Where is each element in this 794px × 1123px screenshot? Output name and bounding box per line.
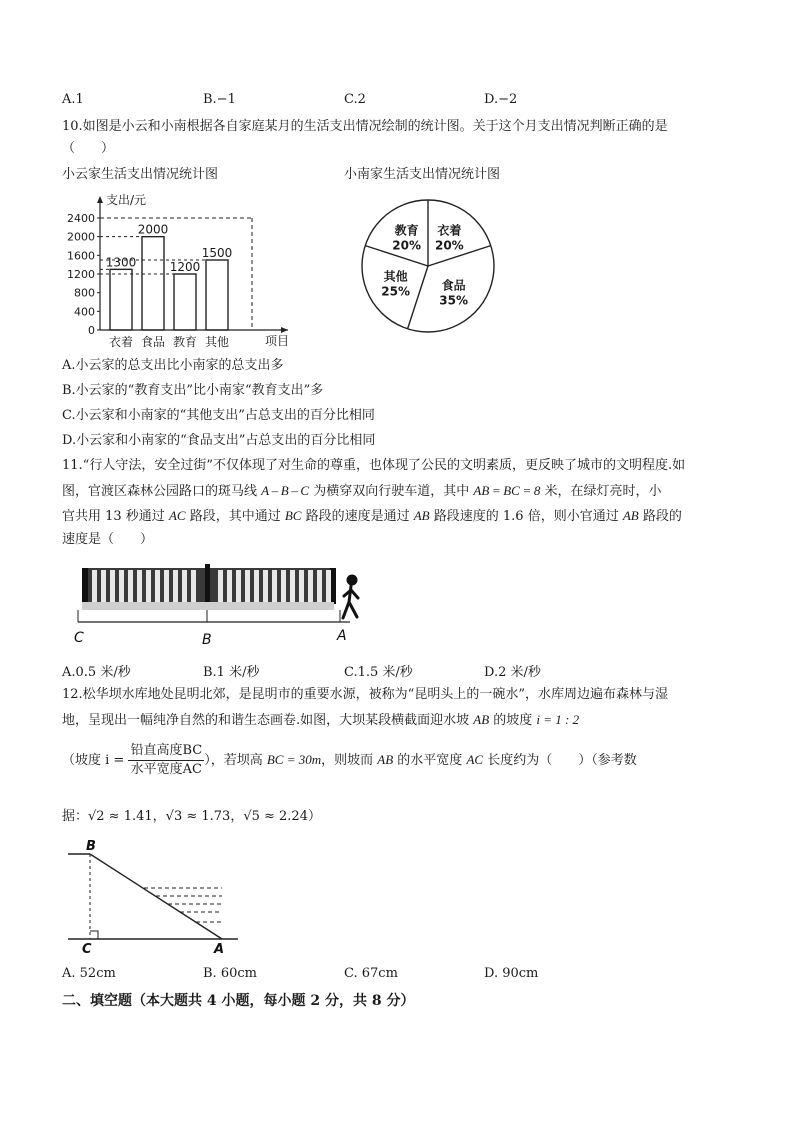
zebra-stripe [146, 570, 151, 602]
point-label-a: A [214, 942, 225, 957]
q9-option-d: D.−2 [484, 92, 518, 107]
q11-math-eq: AB = BC = 8 [473, 483, 541, 498]
pie-chart-title: 小南家生活支出情况统计图 [344, 167, 501, 182]
q11-option-c: C.1.5 米/秒 [344, 665, 413, 680]
zebra-stripe [191, 570, 196, 602]
zebra-stripe [299, 570, 304, 602]
road-stripe-band [205, 564, 210, 608]
q11-text: 路段的速度是通过 [301, 509, 414, 524]
q9-option-a: A.1 [62, 92, 84, 107]
q10-option-c: C.小云家和小南家的“其他支出”占总支出的百分比相同 [62, 408, 375, 423]
q11-text: 为横穿双向行驶车道，其中 [309, 484, 474, 499]
q10-stem-line1: 10.如图是小云和小南根据各自家庭某月的生活支出情况绘制的统计图。关于这个月支出情况判断正确的是 [62, 119, 668, 134]
point-label-c: C [82, 942, 92, 957]
y-tick-label: 800 [74, 286, 95, 300]
y-tick-label: 1200 [67, 268, 95, 281]
q11-text: 路段，其中通过 [185, 509, 285, 524]
pie-slice-name: 食品 [441, 278, 466, 293]
zebra-stripe [236, 570, 241, 602]
pie-slice-name: 衣着 [437, 223, 462, 238]
pie-slice-label: 20% [434, 238, 464, 253]
q12-text: ），若坝高 [204, 753, 267, 768]
zebra-stripe [290, 570, 295, 602]
q11-math: BC [284, 508, 302, 523]
x-tick-label: 食品 [140, 335, 166, 349]
road-stripe-band [82, 568, 88, 604]
q12-option-d: D. 90cm [484, 966, 539, 981]
water-lines [144, 888, 222, 922]
fraction-denominator: 水平宽度AC [130, 762, 203, 777]
zebra-stripe [308, 570, 313, 602]
bar [142, 237, 164, 330]
pie-slice-name: 教育 [394, 223, 419, 238]
pie-slice-label: 35% [439, 293, 469, 308]
q11-stem-line4: 速度是（ ） [62, 532, 154, 547]
bar [110, 269, 132, 330]
zebra-stripe [128, 570, 133, 602]
q12-text: 的水平宽度 [393, 753, 467, 768]
point-label-a: A [337, 628, 347, 644]
q12-text: 的坡度 [489, 713, 537, 728]
curb-band [82, 602, 334, 610]
q12-text: 长度约为（ ）（参考数 [483, 753, 637, 768]
right-angle-mark [90, 931, 98, 939]
q11-text: 路段的 [638, 509, 682, 524]
q11-option-d: D.2 米/秒 [484, 665, 541, 680]
q12-math: BC = 30m [266, 752, 322, 767]
point-label-b: B [202, 632, 212, 648]
q11-text: 米，在绿灯亮时，小 [540, 484, 662, 499]
zebra-stripe [281, 570, 286, 602]
y-tick-label: 2000 [67, 230, 95, 244]
q10-stem-line2: （ ） [62, 141, 115, 156]
crosswalk-figure [70, 562, 390, 652]
section-heading-fill-blank: 二、填空题（本大题共 4 小题，每小题 2 分，共 8 分） [62, 993, 415, 1009]
q11-math: AC [168, 508, 186, 523]
q12-math: i = 1 : 2 [536, 712, 580, 727]
zebra-stripe [101, 570, 106, 602]
q10-option-d: D.小云家和小南家的“食品支出”占总支出的百分比相同 [62, 433, 376, 448]
q12-option-c: C. 67cm [344, 966, 398, 981]
q12-text: ，则坡而 [321, 753, 378, 768]
q11-math: AB [413, 508, 430, 523]
y-tick-label: 400 [74, 305, 95, 319]
pie-slice-name: 其他 [383, 269, 408, 284]
zebra-stripe [182, 570, 187, 602]
q12-option-a: A. 52cm [62, 966, 116, 981]
q11-math-path: A – B – C [261, 483, 310, 498]
zebra-stripe [218, 570, 223, 602]
q10-option-a: A.小云家的总支出比小南家的总支出多 [62, 358, 284, 373]
zebra-stripe [245, 570, 250, 602]
q11-stem-line3 [62, 507, 682, 526]
point-label-c: C [74, 630, 84, 646]
q9-option-b: B.−1 [203, 92, 236, 107]
q12-stem-line3 [62, 742, 637, 779]
zebra-stripe [263, 570, 268, 602]
y-tick-label: 2400 [67, 212, 95, 225]
bar-chart-xlabel: 项目 [265, 334, 290, 348]
q9-option-c: C.2 [344, 92, 366, 107]
q12-text: （坡度 i = [62, 753, 125, 768]
y-tick-label: 0 [88, 324, 95, 337]
q12-text: 地，呈现出一幅纯净自然的和谐生态画卷.如图，大坝某段横截面迎水坡 [62, 713, 474, 728]
zebra-stripe [110, 570, 115, 602]
q12-math: AB [377, 752, 394, 767]
x-tick-label: 衣着 [108, 335, 134, 349]
q10-option-b: B.小云家的“教育支出”比小南家“教育支出”多 [62, 383, 324, 398]
zebra-stripe [92, 570, 97, 602]
q12-stem-line2 [62, 711, 579, 730]
y-tick-label: 1600 [67, 249, 95, 263]
bar-chart-ylabel: 支出/元 [106, 193, 147, 207]
fraction-numerator: 铅直高度BC [128, 742, 204, 761]
slope-fraction [128, 742, 204, 779]
zebra-stripe [119, 570, 124, 602]
bar-value-label: 2000 [137, 222, 169, 237]
q11-option-b: B.1 米/秒 [203, 665, 260, 680]
pie-slice-label: 25% [381, 284, 411, 299]
bar [174, 274, 196, 330]
q11-text: 路段速度的 1.6 倍，则小官通过 [429, 509, 623, 524]
zebra-stripe [227, 570, 232, 602]
q11-text: 官共用 13 秒通过 [62, 509, 169, 524]
zebra-stripe [173, 570, 178, 602]
pie-chart [358, 196, 508, 346]
q11-option-a: A.0.5 米/秒 [62, 665, 131, 680]
x-axis-arrow [281, 327, 288, 333]
q12-stem-line4: 据：√2 ≈ 1.41，√3 ≈ 1.73，√5 ≈ 2.24） [62, 809, 321, 824]
bar [206, 260, 228, 330]
pie-slice-label: 20% [392, 238, 422, 253]
q12-math: AB [473, 712, 490, 727]
bar-value-label: 1500 [201, 246, 233, 260]
zebra-stripe [326, 570, 331, 602]
zebra-stripe [155, 570, 160, 602]
zebra-stripe [317, 570, 322, 602]
q11-text: 图，官渡区森林公园路口的斑马线 [62, 484, 262, 499]
zebra-stripe [164, 570, 169, 602]
q12-math: AC [466, 752, 484, 767]
dam-figure [62, 838, 242, 958]
q12-stem-line1: 12.松华坝水库地处昆明北郊，是昆明市的重要水源，被称为“昆明头上的一碗水”，水库周边遍布森林与湿 [62, 687, 668, 702]
zebra-stripe [254, 570, 259, 602]
q11-math: AB [622, 508, 639, 523]
bar-value-label: 1200 [169, 260, 201, 274]
bar-chart [60, 190, 300, 350]
q11-stem-line2 [62, 482, 661, 501]
point-label-b: B [86, 839, 96, 854]
bar-chart-title: 小云家生活支出情况统计图 [62, 167, 219, 182]
q11-stem-line1: 11.“行人守法，安全过街”不仅体现了对生命的尊重，也体现了公民的文明素质，更反映了城市的文明程度.如 [62, 458, 686, 473]
q12-option-b: B. 60cm [203, 966, 257, 981]
pedestrian-icon [343, 575, 358, 618]
x-tick-label: 教育 [172, 335, 198, 349]
y-axis-arrow [97, 196, 103, 203]
zebra-stripe [137, 570, 142, 602]
zebra-stripe [272, 570, 277, 602]
bar-value-label: 1300 [105, 255, 137, 270]
x-tick-label: 其他 [204, 335, 230, 349]
